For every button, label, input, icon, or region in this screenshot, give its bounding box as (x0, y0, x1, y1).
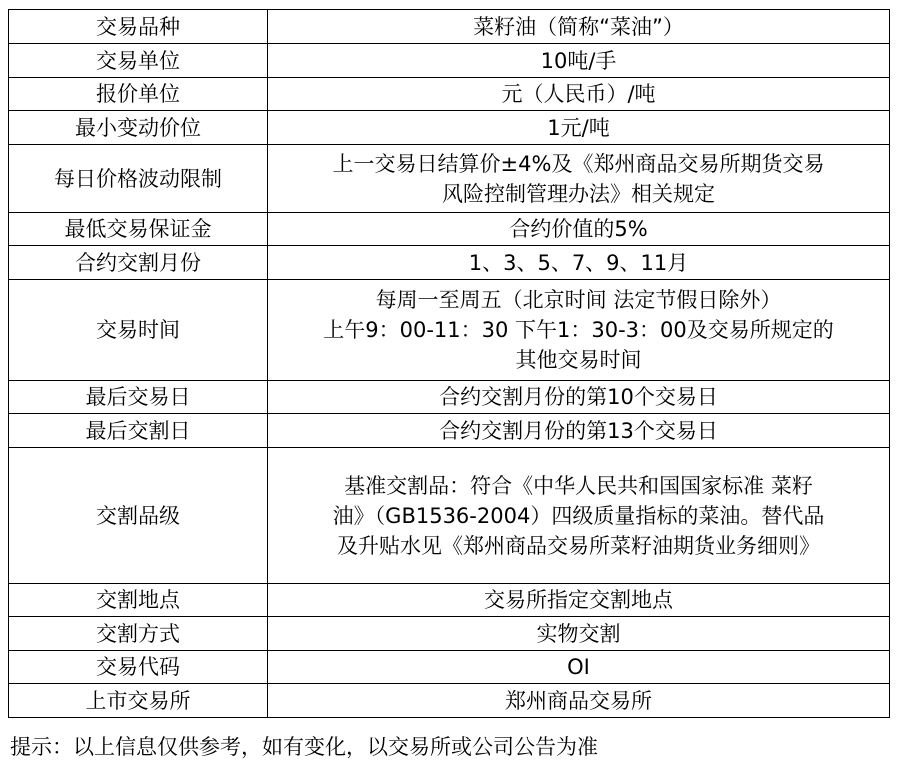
table-row (9, 584, 890, 617)
row-value (268, 584, 890, 617)
table-row (9, 684, 890, 718)
row-label: 合约交割月份 (9, 246, 268, 280)
row-value (268, 213, 890, 246)
row-value-line: 风险控制管理办法》相关规定 (442, 181, 715, 206)
table-row (9, 213, 890, 246)
row-label: 最低交易保证金 (9, 213, 268, 246)
disclaimer-note: 提示：以上信息仅供参考，如有变化，以交易所或公司公告为准 (10, 735, 598, 759)
row-value (268, 246, 890, 280)
row-value-line: 上一交易日结算价±4%及《郑州商品交易所期货交易 (332, 151, 825, 176)
table-row (9, 246, 890, 280)
row-value-line: 合约交割月份的第10个交易日 (439, 385, 718, 409)
table-row (9, 448, 890, 584)
row-value-line: 1、3、5、7、9、11月 (468, 250, 689, 275)
row-value (268, 414, 890, 448)
row-value-line: 每周一至周五（北京时间 法定节假日除外） (375, 288, 782, 312)
row-value-line: 交易所指定交割地点 (484, 588, 673, 612)
table-row (9, 44, 890, 78)
row-value (268, 78, 890, 111)
row-value (268, 617, 890, 651)
row-label: 交易代码 (9, 651, 268, 684)
contract-spec-body (9, 10, 890, 718)
row-value-line: 实物交割 (536, 621, 621, 646)
row-value (268, 44, 890, 78)
row-label: 最后交易日 (9, 381, 268, 414)
row-value (268, 10, 890, 44)
table-row (9, 10, 890, 44)
row-label: 交割方式 (9, 617, 268, 651)
row-label: 交割品级 (9, 448, 268, 584)
row-label: 报价单位 (9, 78, 268, 111)
contract-spec-table (8, 9, 890, 718)
row-value-line: 合约交割月份的第13个交易日 (439, 418, 718, 443)
row-value-line: 基准交割品：符合《中华人民共和国国家标准 菜籽 (344, 473, 813, 498)
row-label: 最小变动价位 (9, 111, 268, 145)
table-row (9, 381, 890, 414)
row-value (268, 145, 890, 213)
table-row (9, 145, 890, 213)
row-value-line: 其他交易时间 (515, 348, 642, 372)
table-row (9, 651, 890, 684)
table-row (9, 414, 890, 448)
row-label: 每日价格波动限制 (9, 145, 268, 213)
row-value-line: 1元/吨 (547, 115, 610, 140)
row-value (268, 111, 890, 145)
row-value (268, 280, 890, 381)
row-value (268, 651, 890, 684)
row-value-line: 上午9：00-11：30 下午1：30-3：00及交易所规定的 (323, 318, 834, 342)
row-value (268, 684, 890, 718)
row-label: 交割地点 (9, 584, 268, 617)
table-row (9, 280, 890, 381)
table-row (9, 617, 890, 651)
table-row (9, 111, 890, 145)
row-value-line: 合约价值的5% (509, 217, 648, 241)
row-label: 上市交易所 (9, 684, 268, 718)
row-label: 最后交割日 (9, 414, 268, 448)
table-row (9, 78, 890, 111)
row-value-line: 郑州商品交易所 (505, 688, 652, 713)
row-label: 交易单位 (9, 44, 268, 78)
row-label: 交易时间 (9, 280, 268, 381)
row-value-line: 菜籽油（简称“菜油”） (473, 14, 684, 39)
row-value (268, 381, 890, 414)
row-value-line: 及升贴水见《郑州商品交易所菜籽油期货业务细则》 (337, 533, 820, 558)
row-value-line: 油》（GB1536-2004）四级质量指标的菜油。替代品 (332, 503, 825, 528)
row-value (268, 448, 890, 584)
row-value-line: 元（人民币）/吨 (501, 82, 656, 106)
row-label: 交易品种 (9, 10, 268, 44)
row-value-line: 10吨/手 (540, 48, 617, 73)
row-value-line: OI (567, 655, 590, 679)
